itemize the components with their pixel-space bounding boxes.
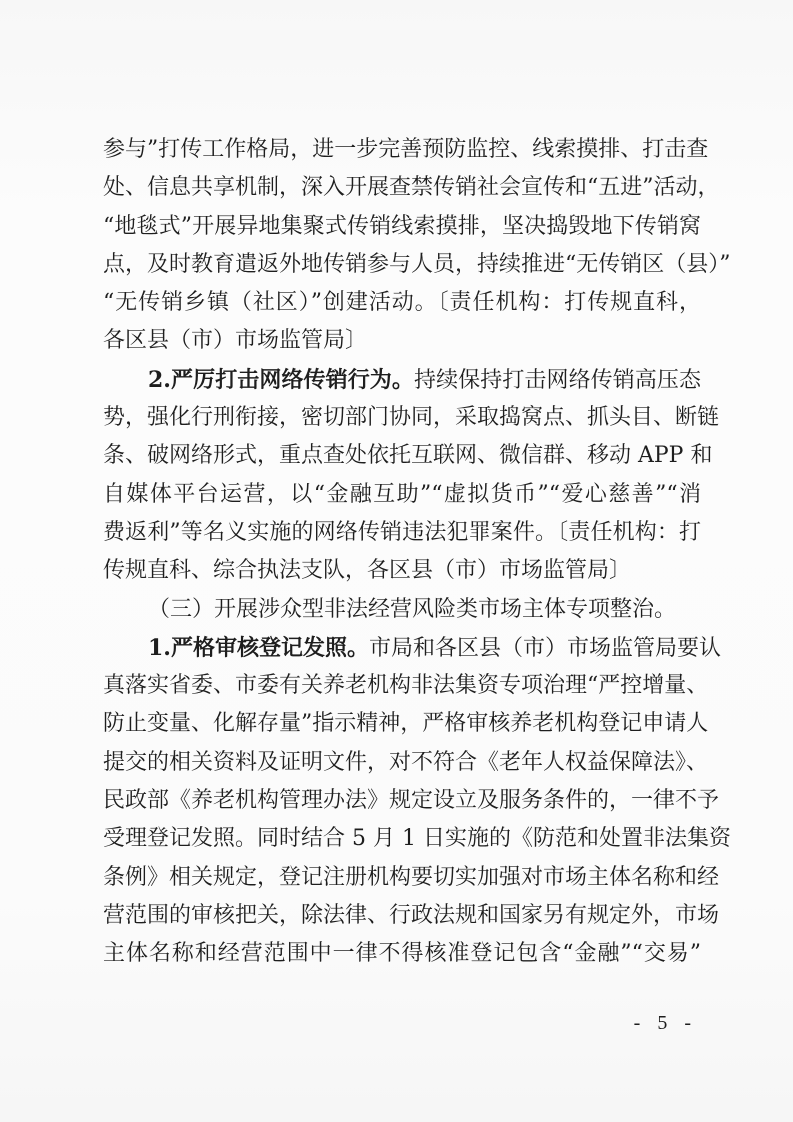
line-text: 持续保持打击网络传销高压态	[413, 367, 701, 393]
text-line	[103, 629, 721, 667]
line-text: 费返利”等名义实施的网络传销违法犯罪案件。〔责任机构：打	[103, 519, 701, 545]
text-line	[103, 131, 709, 169]
line-text: 参与”打传工作格局，进一步完善预防监控、线索摸排、打击查	[103, 137, 709, 162]
paragraph	[103, 629, 731, 974]
page-number: - 5 -	[633, 1012, 697, 1034]
line-text: 势，强化行刑衔接，密切部门协同，采取捣窝点、抓头目、断链	[103, 405, 720, 431]
text-line	[103, 476, 701, 514]
line-text: 条、破网络形式，重点查处依托互联网、微信群、移动 APP 和	[103, 443, 713, 469]
text-line	[103, 782, 720, 820]
text-line	[103, 284, 701, 322]
line-text: 市局和各区县（市）市场监管局要认	[368, 635, 721, 661]
text-line	[103, 514, 701, 552]
text-line	[103, 552, 701, 590]
text-line	[103, 208, 701, 246]
line-text: 点，及时教育遣返外地传销参与人员，持续推进“无传销区（县）”	[103, 251, 731, 277]
line-text: 真落实省委、市委有关养老机构非法集资专项治理“严控增量、	[103, 673, 709, 699]
line-text: “地毯式”开展异地集聚式传销线索摸排，坚决捣毁地下传销窝	[103, 213, 701, 239]
text-line	[103, 169, 720, 207]
text-line	[103, 667, 709, 705]
text-line	[103, 935, 701, 973]
line-text: 主体名称和经营范围中一律不得核准登记包含“金融”“交易”	[103, 941, 701, 967]
line-text: 受理登记发照。同时结合 5 月 1 日实施的《防范和处置非法集资	[103, 826, 731, 852]
text-line	[103, 361, 701, 399]
text-line	[103, 591, 701, 629]
text-line	[103, 322, 701, 360]
paragraph	[103, 361, 720, 591]
text-line	[103, 859, 720, 897]
paragraph	[103, 591, 701, 629]
text-line	[103, 437, 713, 475]
line-text: 处、信息共享机制，深入开展查禁传销社会宣传和“五进”活动，	[103, 175, 720, 201]
text-line	[103, 744, 709, 782]
body-text	[103, 131, 731, 974]
line-text: 营范围的审核把关，除法律、行政法规和国家另有规定外，市场	[103, 902, 720, 928]
bold-heading: 2.严厉打击网络传销行为。	[148, 366, 414, 393]
line-text: （三）开展涉众型非法经营风险类市场主体专项整治。	[148, 596, 677, 622]
line-text: 提交的相关资料及证明文件，对不符合《老年人权益保障法》、	[103, 749, 709, 775]
text-line	[103, 820, 731, 858]
text-line	[103, 246, 731, 284]
paragraph	[103, 131, 731, 361]
line-text: 条例》相关规定，登记注册机构要切实加强对市场主体名称和经	[103, 864, 720, 890]
line-text: “无传销乡镇（社区）”创建活动。〔责任机构：打传规直科，	[103, 290, 701, 316]
line-text: 防止变量、化解存量”指示精神，严格审核养老机构登记申请人	[103, 711, 709, 737]
text-line	[103, 897, 720, 935]
text-line	[103, 399, 720, 437]
line-text: 传规直科、综合执法支队，各区县（市）市场监管局〕	[103, 558, 632, 584]
text-line	[103, 705, 709, 743]
line-text: 民政部《养老机构管理办法》规定设立及服务条件的，一律不予	[103, 788, 720, 814]
line-text: 各区县（市）市场监管局〕	[103, 328, 368, 354]
bold-heading: 1.严格审核登记发照。	[148, 634, 369, 661]
line-text: 自媒体平台运营，以“金融互助”“虚拟货币”“爱心慈善”“消	[103, 481, 701, 507]
